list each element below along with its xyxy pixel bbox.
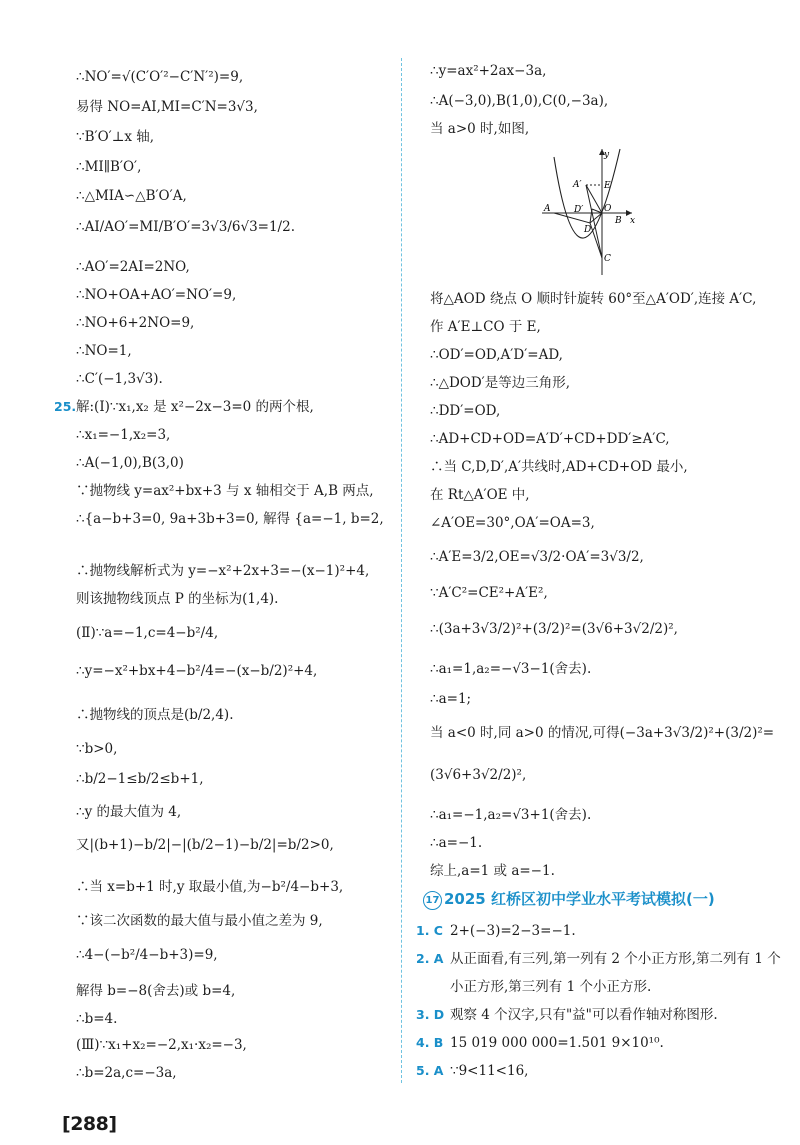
solution-line: ∴a₁=−1,a₂=√3+1(舍去). (430, 807, 592, 823)
solution-line: ∴DD′=OD, (430, 403, 501, 419)
solution-line: ∴A(−1,0),B(3,0) (76, 455, 184, 471)
fig-label-o: O (604, 204, 612, 214)
solution-line: ∵该二次函数的最大值与最小值之差为 9, (76, 913, 323, 929)
solution-line: ∴y=−x²+bx+4−b²/4=−(x−b/2)²+4, (76, 663, 318, 679)
solution-line: ∴抛物线的顶点是(b/2,4). (76, 707, 234, 723)
solution-line: ∠A′OE=30°,OA′=OA=3, (430, 515, 595, 531)
answer-number: 3. D (416, 1007, 445, 1022)
fig-label-a: A (544, 204, 551, 214)
solution-line: ∴b/2−1≤b/2≤b+1, (76, 771, 204, 787)
solution-line: ∴OD′=OD,A′D′=AD, (430, 347, 563, 363)
solution-line: 综上,a=1 或 a=−1. (430, 863, 555, 879)
solution-line: ∴抛物线解析式为 y=−x²+2x+3=−(x−1)²+4, (76, 563, 370, 579)
solution-line: ∴4−(−b²/4−b+3)=9, (76, 947, 218, 963)
solution-line: 将△AOD 绕点 O 顺时针旋转 60°至△A′OD′,连接 A′C, (430, 291, 757, 307)
column-divider (401, 58, 402, 1083)
answer-text: 从正面看,有三列,第一列有 2 个小正方形,第二列有 1 个 (450, 951, 781, 967)
solution-line: 作 A′E⊥CO 于 E, (430, 319, 541, 335)
answer-text: 2+(−3)=2−3=−1. (450, 923, 576, 939)
solution-line: ∴b=2a,c=−3a, (76, 1065, 177, 1081)
fig-label-y: y (604, 150, 610, 160)
solution-line: 又|(b+1)−b/2|−|(b/2−1)−b/2|=b/2>0, (76, 837, 334, 853)
solution-line: ∴(3a+3√3/2)²+(3/2)²=(3√6+3√2/2)², (430, 621, 678, 637)
solution-line: ∴y=ax²+2ax−3a, (430, 63, 547, 79)
fig-label-e: E (604, 181, 611, 191)
section-number-badge: 17 (423, 891, 442, 910)
fig-label-a-prime: A′ (573, 180, 582, 190)
solution-line: ∴△DOD′是等边三角形, (430, 375, 571, 391)
solution-line: ∴a=1; (430, 691, 472, 707)
solution-line: ∴NO+6+2NO=9, (76, 315, 195, 331)
solution-line: ∵抛物线 y=ax²+bx+3 与 x 轴相交于 A,B 两点, (76, 483, 374, 499)
solution-line: 解得 b=−8(舍去)或 b=4, (76, 983, 236, 999)
solution-line: ∴NO+OA+AO′=NO′=9, (76, 287, 237, 303)
answer-number: 4. B (416, 1035, 444, 1050)
fig-label-c: C (604, 254, 611, 264)
answer-number: 1. C (416, 923, 443, 938)
solution-line: 当 a<0 时,同 a>0 的情况,可得(−3a+3√3/2)²+(3/2)²= (430, 725, 775, 741)
solution-line: ∴y 的最大值为 4, (76, 804, 182, 820)
fig-label-d-prime: D′ (574, 205, 584, 215)
solution-line: ∴AD+CD+OD=A′D′+CD+DD′≥A′C, (430, 431, 670, 447)
solution-line: ∴NO=1, (76, 343, 132, 359)
solution-line: ∴AI/AO′=MI/B′O′=3√3/6√3=1/2. (76, 219, 295, 235)
answer-number: 2. A (416, 951, 444, 966)
fig-label-d: D (584, 225, 592, 235)
solution-line: 易得 NO=AI,MI=C′N=3√3, (76, 99, 258, 115)
section-heading (423, 888, 715, 910)
solution-line: ∴AO′=2AI=2NO, (76, 259, 190, 275)
solution-line: ∴a₁=1,a₂=−√3−1(舍去). (430, 661, 592, 677)
solution-line: ∵b>0, (76, 741, 118, 757)
solution-line: 则该抛物线顶点 P 的坐标为(1,4). (76, 591, 279, 607)
solution-line: ∴C′(−1,3√3). (76, 371, 163, 387)
solution-line: (Ⅱ)∵a=−1,c=4−b²/4, (76, 625, 219, 641)
solution-line: ∴△MIA∽△B′O′A, (76, 188, 187, 204)
solution-line: ∴x₁=−1,x₂=3, (76, 427, 171, 443)
solution-line: ∴MI∥B′O′, (76, 159, 142, 175)
solution-line: (3√6+3√2/2)², (430, 767, 527, 783)
solution-line: ∴{a−b+3=0, 9a+3b+3=0, 解得 {a=−1, b=2, (76, 511, 384, 527)
solution-line: ∴A(−3,0),B(1,0),C(0,−3a), (430, 93, 609, 109)
solution-line: 解:(Ⅰ)∵x₁,x₂ 是 x²−2x−3=0 的两个根, (76, 399, 314, 415)
solution-line: ∴A′E=3/2,OE=√3/2·OA′=3√3/2, (430, 549, 644, 565)
solution-line: ∴当 x=b+1 时,y 取最小值,为−b²/4−b+3, (76, 879, 344, 895)
section-title: 2025 红桥区初中学业水平考试模拟(一) (444, 890, 715, 908)
answer-text: ∵9<11<16, (450, 1063, 529, 1079)
solution-line: ∴NO′=√(C′O′²−C′N′²)=9, (76, 69, 244, 85)
fig-label-b: B (615, 216, 622, 226)
question-25-number: 25. (54, 399, 77, 414)
solution-line: ∴b=4. (76, 1011, 118, 1027)
solution-line: 在 Rt△A′OE 中, (430, 487, 530, 503)
solution-line: (Ⅲ)∵x₁+x₂=−2,x₁·x₂=−3, (76, 1037, 247, 1053)
solution-line: 当 a>0 时,如图, (430, 121, 530, 137)
solution-line: ∴当 C,D,D′,A′共线时,AD+CD+OD 最小, (430, 459, 688, 475)
solution-line: ∵A′C²=CE²+A′E², (430, 585, 548, 601)
page-number: [288] (62, 1113, 117, 1135)
answer-text: 观察 4 个汉字,只有"益"可以看作轴对称图形. (450, 1007, 718, 1023)
solution-line: ∴a=−1. (430, 835, 483, 851)
answer-number: 5. A (416, 1063, 444, 1078)
parabola-figure (540, 143, 650, 277)
answer-text: 小正方形,第三列有 1 个小正方形. (450, 979, 652, 995)
answer-text: 15 019 000 000=1.501 9×10¹⁰. (450, 1035, 664, 1051)
solution-line: ∵B′O′⊥x 轴, (76, 129, 155, 145)
fig-label-x: x (630, 216, 636, 226)
